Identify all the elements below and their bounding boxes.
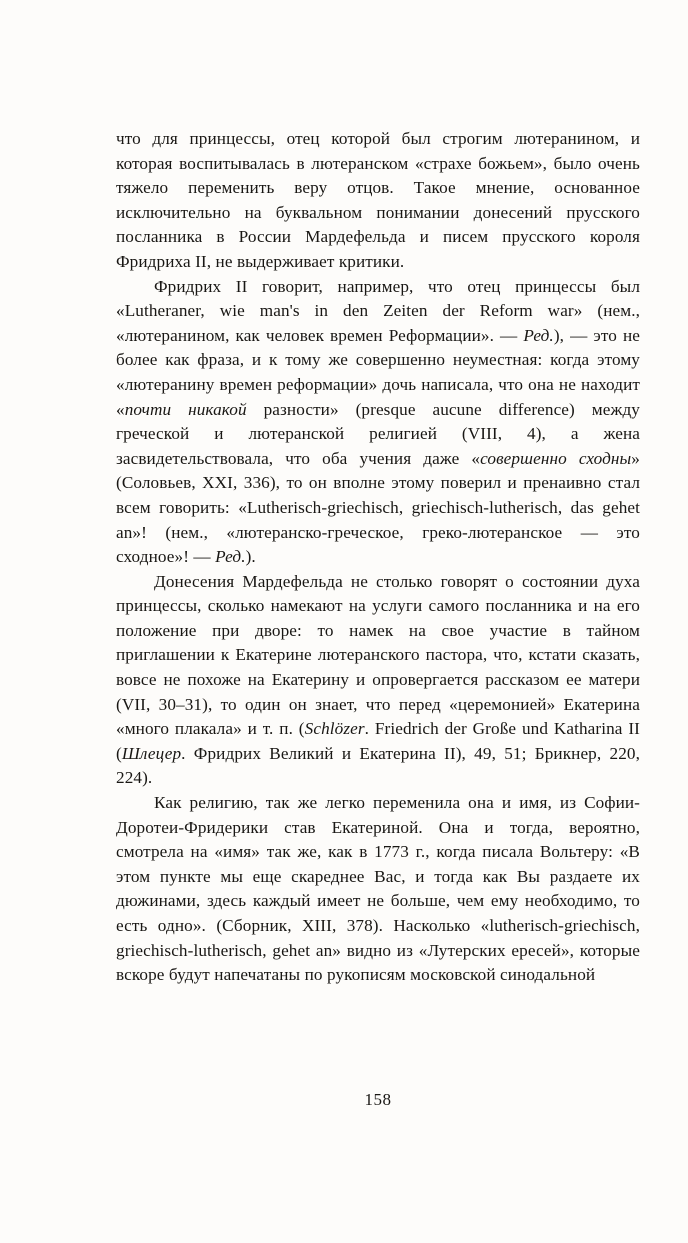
text-run: » (Соловьев, XXI, 336), то он вполне этому поверил и пренаивно стал всем говорить: «Lutherisch-griechisch, griechisch-lutherisch, das gehet an»! (нем., «лютеранско-греческое, греко-лютеранское — это сходное»! — [116, 448, 640, 567]
text-run: ), — это не более как фраза, и к тому же совершенно неуместная: когда этому «лютеранину времен реформации» дочь написала, что она не находит « [116, 325, 640, 419]
paragraph [116, 791, 640, 988]
paragraph [116, 275, 640, 570]
text-run: Фридрих II говорит, например, что отец принцессы был «Lutheraner, wie man's in den Zeiten der Reform war» (нем., «лютеранином, как человек времен Реформации». — [116, 276, 640, 345]
paragraph [116, 570, 640, 791]
text-run: . Фридрих Великий и Екатерина II), 49, 51; Брикнер, 220, 224). [116, 743, 640, 788]
text-block [116, 127, 640, 988]
italic-text-run: почти никакой [124, 399, 247, 419]
italic-text-run: Ред. [523, 325, 554, 345]
italic-text-run: Schlözer [304, 719, 365, 739]
text-run: разности» (presque aucune difference) между греческой и лютеранской религией (VIII, 4), а жена засвидетельствовала, что оба учения даже « [116, 399, 640, 468]
text-run: Донесения Мардефельда не столько говорят о состоянии духа принцессы, сколько намекают на услуги самого посланника и на его положение при дворе: то намек на свое участие в тайном приглашении к Екатерине лютеранского пастора, что, кстати сказать, вовсе не похоже на Екатерину и опровергается рассказом ее матери (VII, 30–31), то один он знает, что перед «церемонией» Екатерина «много плакала» и т. п. ( [116, 571, 640, 739]
text-run: что для принцессы, отец которой был строгим лютеранином, и которая воспитывалась в лютеранском «страхе божьем», было очень тяжело переменить веру отцов. Такое мнение, основанное исключительно на буквальном понимании донесений прусского посланника в России Мардефельда и писем прусского короля Фридриха II, не выдерживает критики. [116, 129, 640, 271]
italic-text-run: совершенно сходны [480, 448, 632, 468]
text-run: ). [245, 547, 256, 567]
text-run: Как религию, так же легко переменила она и имя, из Софии-Доротеи-Фридерики став Екатериной. Она и тогда, вероятно, смотрела на «имя» так же, как в 1773 г., когда писала Вольтеру: «В этом пункте мы еще скареднее Вас, и тогда как Вы раздаете их дюжинами, здесь каждый имеет не больше, чем ему необходимо, то есть одно». (Сборник, XIII, 378). Насколько «lutherisch-griechisch, griechisch-lutherisch, gehet an» видно из «Лутерских ересей», которые вскоре будут напечатаны по рукописям московской синодальной [116, 793, 640, 985]
italic-text-run: Шлецер [121, 743, 182, 763]
paragraph [116, 127, 640, 275]
text-run: . Friedrich der Große und Katharina II ( [116, 719, 641, 763]
italic-text-run: Ред. [215, 547, 246, 567]
page-number: 158 [364, 1090, 392, 1109]
